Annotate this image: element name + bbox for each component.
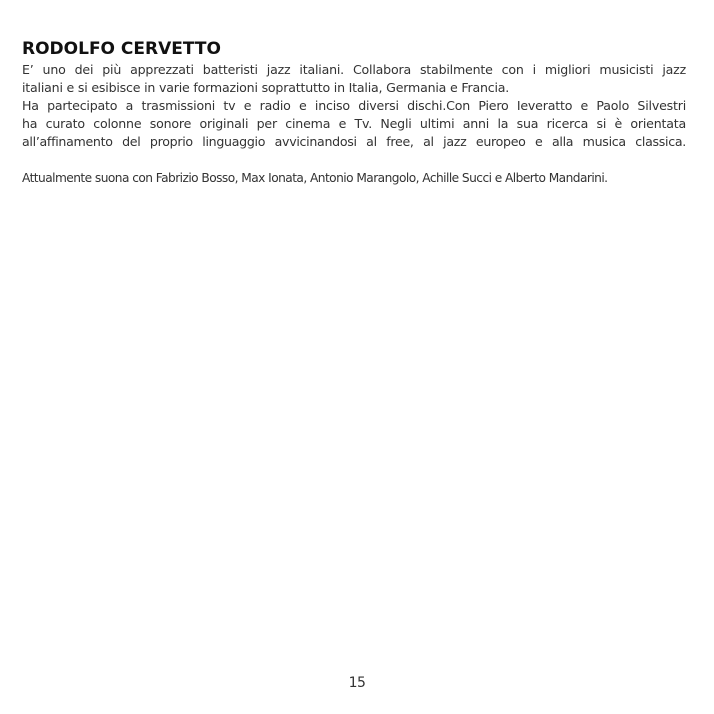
paragraph-line: all’affinamento del proprio linguaggio avvicinandosi al free, al jazz europeo e alla musica classica.: [22, 134, 686, 149]
page-title: RODOLFO CERVETTO: [22, 39, 221, 59]
paragraph-line: E’ uno dei più apprezzati batteristi jazz italiani. Collabora stabilmente con i migliori musicisti jazz: [22, 62, 686, 77]
page-number: 15: [348, 675, 366, 691]
paragraph-line: Attualmente suona con Fabrizio Bosso, Max Ionata, Antonio Marangolo, Achille Succi e Alberto Mandarini.: [22, 171, 608, 185]
paragraph-line: italiani e si esibisce in varie formazioni soprattutto in Italia, Germania e Francia.: [22, 80, 510, 95]
paragraph-line: ha curato colonne sonore originali per cinema e Tv. Negli ultimi anni la sua ricerca si è orientata: [22, 116, 686, 131]
paragraph-line: Ha partecipato a trasmissioni tv e radio e inciso diversi dischi.Con Piero Ieveratto e Paolo Silvestri: [22, 98, 686, 113]
